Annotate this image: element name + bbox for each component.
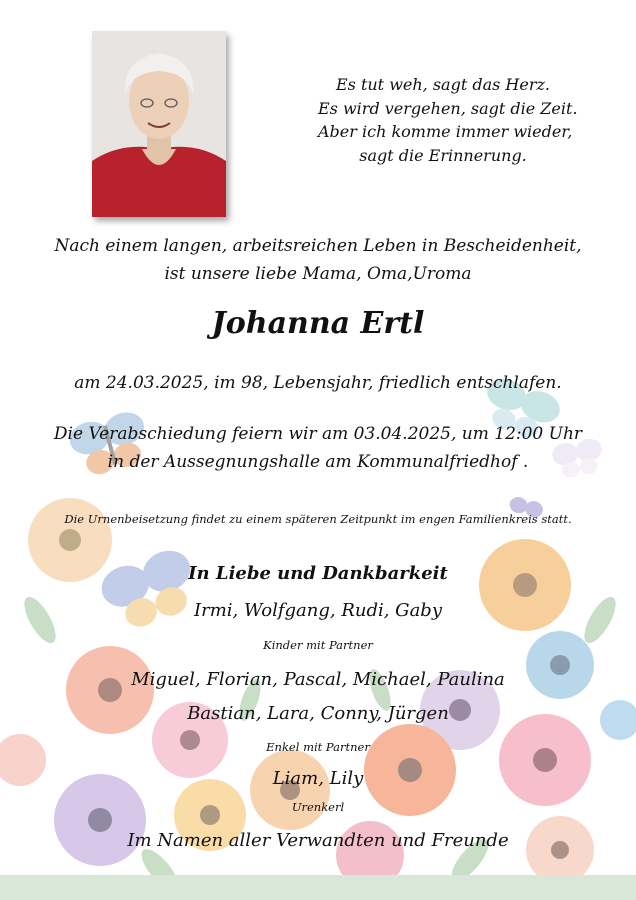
death-notice: am 24.03.2025, im 98, Lebensjahr, friedlich entschlafen. — [74, 373, 562, 393]
grandchildren-label: Enkel mit Partner — [266, 740, 370, 754]
poem-line: Es wird vergehen, sagt die Zeit. — [318, 98, 578, 118]
urn-note: Die Urnenbeisetzung findet zu einem späteren Zeitpunkt im engen Familienkreis statt. — [64, 512, 572, 526]
great-grandchildren-label: Urenkerl — [291, 800, 345, 814]
farewell-line-2: in der Aussegnungshalle am Kommunalfriedhof . — [107, 452, 529, 472]
grandchildren-names-1: Miguel, Florian, Pascal, Michael, Paulina — [131, 669, 505, 690]
poem-line: Es tut weh, sagt das Herz. — [335, 75, 551, 94]
children-label: Kinder mit Partner — [263, 638, 373, 652]
mourners-heading: In Liebe und Dankbarkeit — [188, 563, 448, 584]
great-grandchildren-names: Liam, Lily — [272, 768, 364, 789]
closing-line: Im Namen aller Verwandten und Freunde — [127, 830, 509, 851]
intro-line-1: Nach einem langen, arbeitsreichen Leben in Bescheidenheit, — [54, 236, 582, 256]
portrait-photo — [92, 31, 226, 217]
butterfly-icon — [96, 544, 204, 636]
poem — [318, 73, 578, 167]
children-names: Irmi, Wolfgang, Rudi, Gaby — [193, 600, 442, 621]
intro-line-2: ist unsere liebe Mama, Oma,Uroma — [164, 264, 472, 284]
poem-line: Aber ich komme immer wieder, — [318, 122, 573, 141]
farewell-line-1: Die Verabschiedung feiern wir am 03.04.2025, um 12:00 Uhr — [53, 424, 583, 444]
poem-line: sagt die Erinnerung. — [359, 145, 527, 165]
deceased-name: Johanna Ertl — [211, 306, 425, 341]
grandchildren-names-2: Bastian, Lara, Conny, Jürgen — [187, 703, 449, 724]
